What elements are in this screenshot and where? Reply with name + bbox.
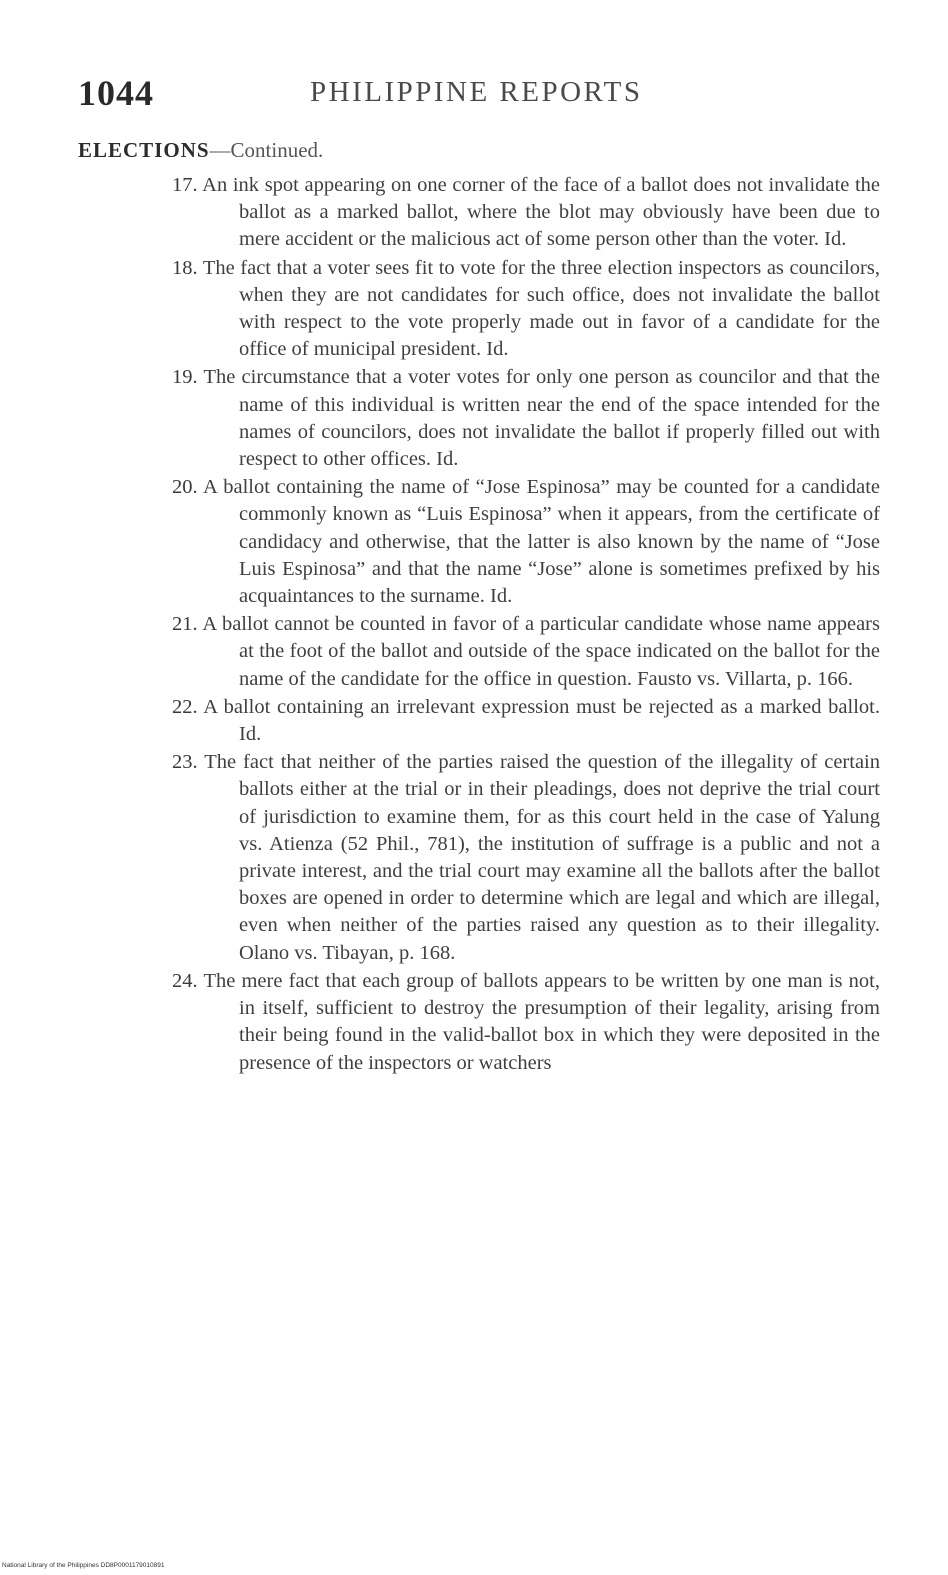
entry-number: 23. <box>172 751 198 774</box>
digest-entry <box>172 694 880 748</box>
entry-text: The fact that a voter sees fit to vote for the three election inspectors as councilors, when they are not candidates for such office, does not invalidate the ballot with respect to the vote properly made out in favor of a candidate for the office of municipal president. Id. <box>202 256 880 361</box>
digest-entry <box>172 611 880 693</box>
digest-entry <box>172 968 880 1077</box>
entry-text: The mere fact that each group of ballots appears to be written by one man is not, in itself, sufficient to destroy the presumption of their legality, arising from their being found in the valid-ballot box in which they were deposited in the presence of the inspectors or watchers <box>203 969 880 1074</box>
entry-text: An ink spot appearing on one corner of the face of a ballot does not invalidate the ballot as a marked ballot, where the blot may obviously have been due to mere accident or the malicious act of some person other than the voter. Id. <box>202 174 880 251</box>
entry-number: 22. <box>172 695 198 718</box>
entry-number: 21. <box>172 613 198 636</box>
digest-entry <box>172 364 880 473</box>
section-title: ELECTIONS <box>78 138 210 162</box>
entry-number: 24. <box>172 969 198 992</box>
entry-text: A ballot containing the name of “Jose Espinosa” may be counted for a candidate commonly known as “Luis Espinosa” when it appears, from the certificate of candidacy and otherwise, that the latter is also known by the name of “Jose Luis Espinosa” and that the name “Jose” alone is sometimes prefixed by his acquaintances to the surname. Id. <box>203 476 880 608</box>
entry-text: A ballot cannot be counted in favor of a particular candidate whose name appears at the foot of the ballot and outside of the space indicated on the ballot for the name of the candidate for the office in question. Fausto vs. Villarta, p. 166. <box>202 613 880 690</box>
digest-entry <box>172 474 880 610</box>
entry-text: The circumstance that a voter votes for only one person as councilor and that the name of this individual is written near the end of the space intended for the names of councilors, does not invalidate the ballot if properly filled out with respect to other offices. Id. <box>203 366 880 471</box>
entry-number: 18. <box>172 256 198 279</box>
entry-number: 17. <box>172 174 198 196</box>
section-continued: —Continued. <box>209 138 324 162</box>
digest-entry <box>172 255 880 364</box>
page-number: 1044 <box>78 73 154 113</box>
page-header <box>78 72 878 122</box>
section-heading <box>78 138 323 163</box>
running-head: PHILIPPINE REPORTS <box>310 76 643 108</box>
entry-text: A ballot containing an irrelevant expression must be rejected as a marked ballot. Id. <box>203 695 880 746</box>
entry-number: 19. <box>172 366 198 389</box>
digest-entries <box>172 172 880 1078</box>
scan-credit: National Library of the Philippines DD8P0001179010891 <box>2 1562 165 1569</box>
digest-entry <box>172 749 880 967</box>
digest-entry <box>172 172 880 254</box>
entry-number: 20. <box>172 476 198 499</box>
entry-text: The fact that neither of the parties raised the question of the illegality of certain ballots either at the trial or in their pleadings, does not deprive the trial court of jurisdiction to examine them, for as this court held in the case of Yalung vs. Atienza (52 Phil., 781), the institution of suffrage is a public and not a private interest, and the trial court may examine all the ballots after the ballot boxes are opened in order to determine which are legal and which are illegal, even when neither of the parties raised any question as to their illegality. Olano vs. Tibayan, p. 168. <box>204 751 880 964</box>
